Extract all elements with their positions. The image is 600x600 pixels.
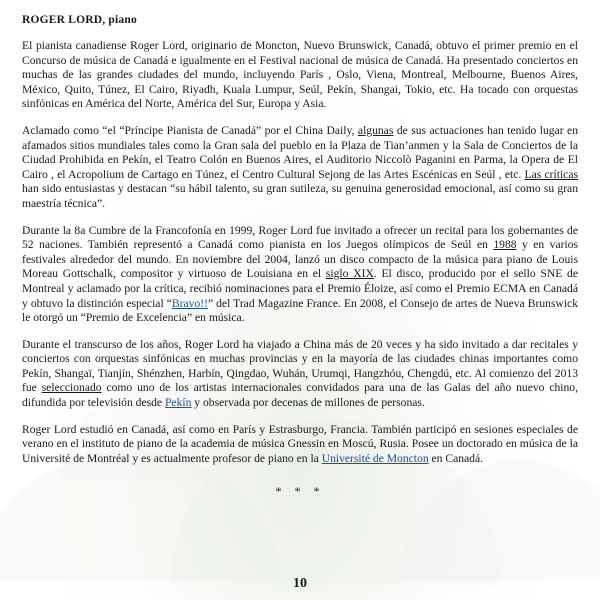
text-run: seleccionado [41,381,102,395]
text-run: han sido entusiastas y destacan “su hábil talento, su gran sutileza, su genuina generosidad emocional, así como su gran maestría técnica”. [22,182,578,210]
text-run: Durante la 8a Cumbre de la Francofonía en 1999, Roger Lord fue invitado a ofrecer un recital para los gobernantes de 52 naciones. También representó a Canadá como pianista en los Juegos olímpicos de Seúl en [22,223,578,252]
text-run: Aclamado como “el “Príncipe Pianista de Canadá” por el China Daily, [22,123,358,137]
paragraph-1 [22,39,578,112]
paragraph-5 [22,423,578,467]
text-run[interactable]: Pekín [164,396,192,410]
section-separator: * * * [275,484,325,499]
page-title: ROGER LORD, piano [22,14,137,26]
paragraph-3 [22,224,578,326]
text-run: de sus actuaciones han tenido lugar en afamados sitios mundiales tales como la Gran sala del pueblo en la Plaza de Tian’anmen y la Sala de Conciertos de la Ciudad Prohibida en Pekín, el Teatro Colón en Buenos Aires, el Auditorio Niccolò Paganini en Parma, la Opera de El Cairo , el Acropolium de Cartago en Túnez, el Centro Cultural Sejong de las Artes Escénicas en Seúl , etc. [22,123,578,181]
text-run: y observada por decenas de millones de personas. [191,396,425,410]
text-run: . El disco, producido por el sello SNE de Montreal y aclamado por la crítica, recibió nominaciones para el Premio Éloize, así como el Premio ECMA en Canadá y obtuvo la distinción especial “ [22,267,578,310]
text-run: en Canadá. [428,451,484,465]
text-run: y en varios festivales alrededor del mundo. En noviembre del 2004, lanzó un disco compacto de la música para piano de Louis Moreau Gottschalk, compositor y virtuoso de Louisiana en el [22,238,578,281]
text-run[interactable]: Université de Moncton [321,451,429,465]
text-run: como uno de los artistas internacionales convidados para una de las Galas del año nuevo chino, difundida por televisión desde [22,381,579,410]
text-run: El pianista canadiense Roger Lord, originario de Moncton, Nuevo Brunswick, Canadá, obtuvo el primer premio en el Concurso de música de Canadá e igualmente en el Festival nacional de música de Canadá. Ha presentado conciertos en muchas de las grandes ciudades del mundo, incluyendo París , Oslo, Viena, Montreal, Melbourne, Buenos Aires, México, Quito, Túnez, El Cairo, Riyadh, Kuala Lumpur, Seúl, Pekín, Shangai, Tokio, etc. Ha tocado con orquestas sinfónicas en América del Norte, América del Sur, Europa y Asia. [22,39,578,111]
paragraph-4 [22,338,578,411]
text-run: algunas [357,123,394,137]
text-run: ” del Trad Magazine France. En 2008, el Consejo de artes de Nueva Brunswick le otorgó un “Premio de Excelencia” en música. [22,296,578,325]
text-run[interactable]: Bravo!! [171,296,208,310]
text-run: Durante el transcurso de los años, Roger Lord ha viajado a China más de 20 veces y ha sido invitado a dar recitales y conciertos con orquestas sinfónicas en muchas provincias y en la mayoría de las ciudades chinas importantes como Pekín, Shangaï, Tianjín, Shénzhen, Harbín, Qingdao, Wuhán, Urumqi, Hangzhóu, Chengdú, etc. Al comienzo del 2013 fue [22,337,578,395]
text-run: 1988 [493,238,517,252]
text-run: siglo XIX [325,267,374,281]
page-number: 10 [293,576,307,591]
text-run: Roger Lord estudió en Canadá, así como en París y Estrasburgo, Francia. También participó en sesiones especiales de verano en el instituto de piano de la academia de música Gnessin en Moscú, Rusia. Posee un doctorado en música de la Université de Montréal y es actualmente profesor de piano en la [22,422,578,465]
text-run: Las críticas [524,167,578,181]
paragraph-2 [22,124,578,212]
